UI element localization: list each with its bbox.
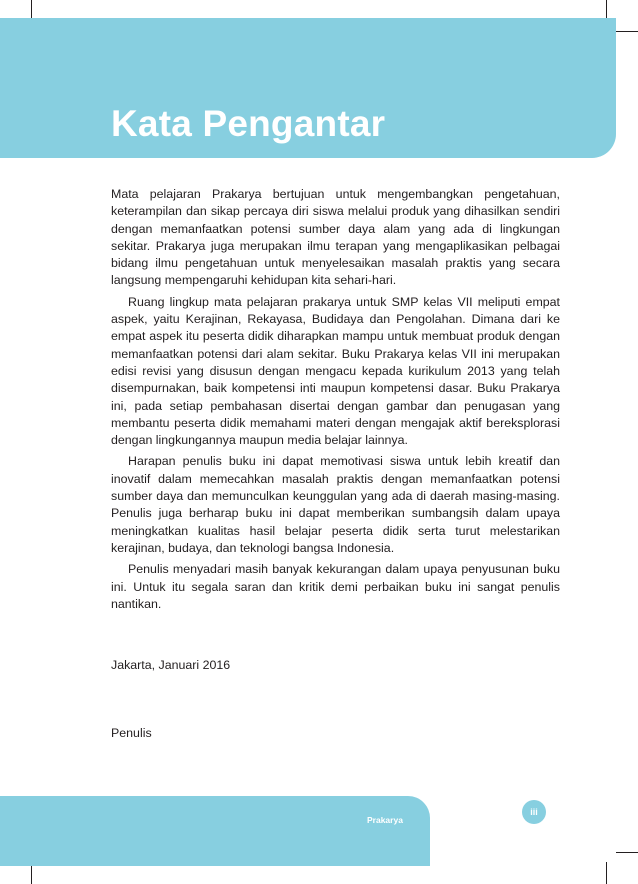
crop-mark xyxy=(606,862,607,884)
paragraph: Harapan penulis buku ini dapat memotivasi siswa untuk lebih kreatif dan inovatif dalam memecahkan masalah praktis dengan memanfaatkan potensi sumber daya dan memunculkan keunggulan yang ada di daerah masing-masing. Penulis juga berharap buku ini dapat memberikan sumbangsih dalam upaya meningkatkan kualitas hasil belajar peserta didik serta turut melestarikan kerajinan, budaya, dan teknologi bangsa Indonesia. xyxy=(111,454,560,555)
footer-book-title: Prakarya xyxy=(367,815,403,825)
place-date: Jakarta, Januari 2016 xyxy=(111,658,231,672)
body-text xyxy=(111,186,560,617)
crop-mark xyxy=(616,852,638,853)
footer-band xyxy=(0,796,430,866)
signature: Penulis xyxy=(111,726,152,740)
page-title: Kata Pengantar xyxy=(111,103,386,144)
page-number-badge: iii xyxy=(522,800,546,824)
crop-mark xyxy=(616,31,638,32)
paragraph: Mata pelajaran Prakarya bertujuan untuk mengembangkan pengetahuan, keterampilan dan sikap percaya diri siswa melalui produk yang dihasilkan sendiri dengan memanfaatkan potensi sumber daya alam yang ada di lingkungan sekitar. Prakarya juga merupakan ilmu terapan yang mengaplikasikan pelbagai bidang ilmu pengetahuan untuk menyelesaikan masalah praktis yang secara langsung mempengaruhi kehidupan kita sehari-hari. xyxy=(111,187,560,288)
paragraph: Ruang lingkup mata pelajaran prakarya untuk SMP kelas VII meliputi empat aspek, yaitu Kerajinan, Rekayasa, Budidaya dan Pengolahan. Dimana dari ke empat aspek itu peserta didik diharapkan mampu untuk membuat produk dengan memanfaatkan potensi dari alam sekitar. Buku Prakarya kelas VII ini merupakan edisi revisi yang disusun dengan mengacu kepada kurikulum 2013 yang telah disempurnakan, baik kompetensi inti maupun kompetensi dasar. Buku Prakarya ini, pada setiap pembahasan disertai dengan gambar dan penugasan yang membantu peserta didik memahami materi dengan mengajak aktif bereksplorasi dengan lingkungannya maupun media belajar lainnya. xyxy=(111,294,560,448)
paragraph: Penulis menyadari masih banyak kekurangan dalam upaya penyusunan buku ini. Untuk itu segala saran dan kritik demi perbaikan buku ini sangat penulis nantikan. xyxy=(111,562,560,611)
